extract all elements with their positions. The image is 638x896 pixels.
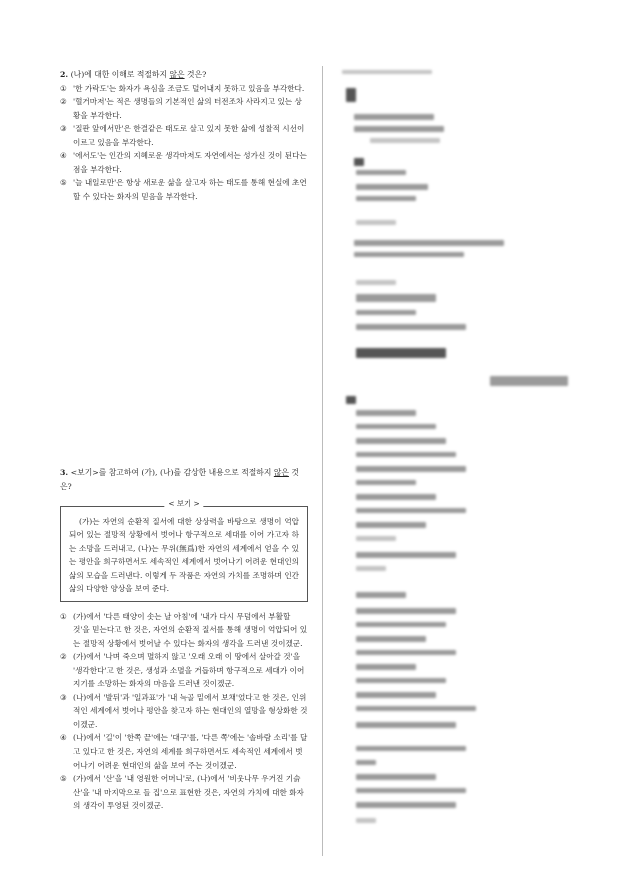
choice-1[interactable]	[60, 610, 308, 651]
column-divider	[322, 66, 323, 856]
blurred-text-line	[356, 522, 426, 528]
blurred-text-line	[356, 664, 416, 670]
choice-2[interactable]	[60, 95, 308, 122]
blurred-text-line	[356, 692, 436, 698]
blurred-text-line	[354, 114, 434, 120]
blurred-right-column	[340, 70, 580, 840]
blurred-text-line	[356, 650, 456, 655]
blurred-text-line	[356, 184, 428, 190]
blurred-text-line	[356, 788, 466, 793]
blurred-text-line	[356, 706, 476, 711]
choice-text: (가)에서 '다른 태양이 솟는 날 아침'에 '내가 다시 무덤에서 부활할 것'을 믿는다고 한 것은, 자연의 순환적 질서를 통해 생명이 억압되어 있는 절망적 상황에서 벗어날 수 있다는 화자의 생각을 드러낸 것이겠군.	[73, 611, 308, 648]
blurred-text-line	[356, 310, 416, 315]
blurred-text-line	[356, 760, 376, 765]
blurred-text-line	[356, 774, 436, 780]
choice-3[interactable]	[60, 691, 308, 732]
blurred-text-line	[356, 220, 396, 225]
blurred-text-line	[356, 622, 446, 627]
question-stem: <보기>를 참고하여 (가), (나)를 감상한 내용으로 적절하지	[70, 468, 274, 477]
choice-text: '질판 앞에서만'은 한결같은 태도로 살고 있지 못한 삶에 성찰적 시선이 이르고 있음을 부각한다.	[73, 124, 305, 147]
choice-text: (나)에서 '발뒤'과 '일과표'가 '내 늑골 밑에서 보채'었다고 한 것은, 인위적인 세계에서 벗어나 평안을 찾고자 하는 현대인의 열망을 형상화한 것이겠군.	[73, 692, 308, 729]
blurred-text-line	[356, 324, 466, 330]
choice-5[interactable]	[60, 772, 308, 813]
choice-number: ④	[60, 733, 67, 743]
choice-3[interactable]	[60, 122, 308, 149]
blurred-text-line	[342, 70, 432, 74]
choice-number: ③	[60, 124, 67, 134]
emphasis-word: 않은	[169, 70, 185, 79]
blurred-text-line	[346, 396, 356, 404]
choice-text: '혈거마저'는 적은 생명들의 기본적인 삶의 터전조차 사라지고 있는 상황을 부각한다.	[73, 97, 302, 120]
blurred-text-line	[356, 494, 436, 500]
blurred-text-line	[356, 592, 406, 598]
blurred-text-line	[356, 438, 446, 444]
bogi-label: < 보기 >	[164, 500, 203, 509]
choice-text: (가)에서 '산'을 '내 영원한 어머니'로, (나)에서 '비웃나무 우거진 기슭산'을 '내 마지막으로 들 집'으로 표현한 것은, 자연의 가치에 대한 화자의 생각이 투영된 것이겠군.	[73, 774, 304, 811]
blurred-text-line	[354, 158, 364, 166]
blurred-text-line	[356, 678, 446, 683]
choice-number: ⑤	[60, 178, 67, 188]
choice-4[interactable]	[60, 149, 308, 176]
blurred-text-line	[356, 722, 456, 728]
blurred-text-line	[356, 170, 406, 175]
choice-text: '늘 내일로만'은 항상 새로운 삶을 살고자 하는 태도를 통해 현실에 초연할 수 있다는 화자의 믿음을 부각한다.	[73, 178, 307, 201]
blurred-text-line	[356, 348, 446, 358]
blurred-text-line	[490, 376, 568, 386]
blurred-text-line	[356, 636, 426, 642]
choice-2[interactable]	[60, 650, 308, 691]
blurred-text-line	[356, 746, 466, 751]
question-3-title	[60, 466, 308, 494]
question-stem: (나)에 대한 이해로 적절하지	[70, 70, 170, 79]
choice-text: (나)에서 '길'이 '한쪽 끝'에는 '대구'를, '다른 쪽'에는 '솔바람 소리'를 달고 있다고 한 것은, 자연의 세계를 희구하면서도 세속적인 세계에서 벗어나기 어려운 현대인의 삶을 보여 주는 것이겠군.	[73, 733, 308, 770]
blurred-text-line	[346, 88, 356, 102]
choice-number: ①	[60, 83, 67, 93]
blurred-text-line	[356, 424, 436, 429]
question-2	[60, 68, 308, 204]
choice-number: ④	[60, 151, 67, 161]
blurred-text-line	[356, 536, 396, 541]
blurred-text-line	[356, 480, 416, 485]
question-number: 3.	[60, 468, 69, 477]
blurred-text-line	[356, 608, 456, 614]
blurred-text-line	[356, 466, 466, 472]
blurred-text-line	[356, 410, 416, 416]
question-2-title	[60, 68, 308, 82]
choice-number: ⑤	[60, 774, 67, 784]
choice-number: ③	[60, 692, 67, 702]
blurred-text-line	[356, 802, 456, 808]
choice-number: ①	[60, 611, 67, 621]
bogi-text: (가)는 자연의 순환적 질서에 대한 상상력을 바탕으로 생명이 억압되어 있는 절망적 상황에서 벗어나 항구적으로 세대를 이어 가고자 하는 소망을 드러내고, (나)는 무위(無爲)한 자연의 세계에서 얻을 수 있는 평안을 희구하면서도 세속적인 세계에서 벗어나기 어려운 현대인의 삶의 모습을 드러낸다. 이렇게 두 작품은 자연의 가치를 조명하며 인간 삶의 다양한 양상을 보여 준다.	[69, 516, 299, 594]
choice-number: ②	[60, 652, 67, 662]
blurred-text-line	[356, 552, 456, 558]
question-stem-end: 것은?	[60, 468, 299, 491]
bogi-box	[60, 498, 308, 602]
blurred-text-line	[370, 138, 440, 143]
blurred-text-line	[354, 126, 444, 132]
choice-text: '에서도'는 인간의 지혜로운 생각마저도 자연에서는 성가신 것이 된다는 점을 부각한다.	[73, 151, 307, 174]
blurred-text-line	[354, 240, 504, 246]
choice-5[interactable]	[60, 176, 308, 203]
blurred-text-line	[356, 196, 416, 201]
blurred-text-line	[356, 452, 456, 457]
emphasis-word: 않은	[273, 468, 289, 477]
blurred-text-line	[356, 566, 386, 571]
question-stem-end: 것은?	[184, 70, 207, 79]
choice-text: (가)에서 '나며 죽으며 멸하지 않고 '오래 오래 이 땅에서 살아갈 것'을 '생각한다'고 한 것은, 생성과 소멸을 거듭하며 항구적으로 세대가 이어지기를 소망하는 화자의 마음을 드러낸 것이겠군.	[73, 652, 305, 689]
blurred-text-line	[356, 818, 376, 823]
blurred-text-line	[354, 252, 464, 257]
choice-text: '한 가락도'는 화자가 욕심을 조금도 덜어내지 못하고 있음을 부각한다.	[73, 83, 305, 93]
blurred-text-line	[356, 508, 466, 513]
choice-1[interactable]	[60, 82, 308, 96]
blurred-text-line	[356, 280, 396, 285]
choice-number: ②	[60, 97, 67, 107]
blurred-text-line	[356, 294, 436, 302]
choice-4[interactable]	[60, 731, 308, 772]
question-3	[60, 466, 308, 813]
question-number: 2.	[60, 70, 69, 79]
